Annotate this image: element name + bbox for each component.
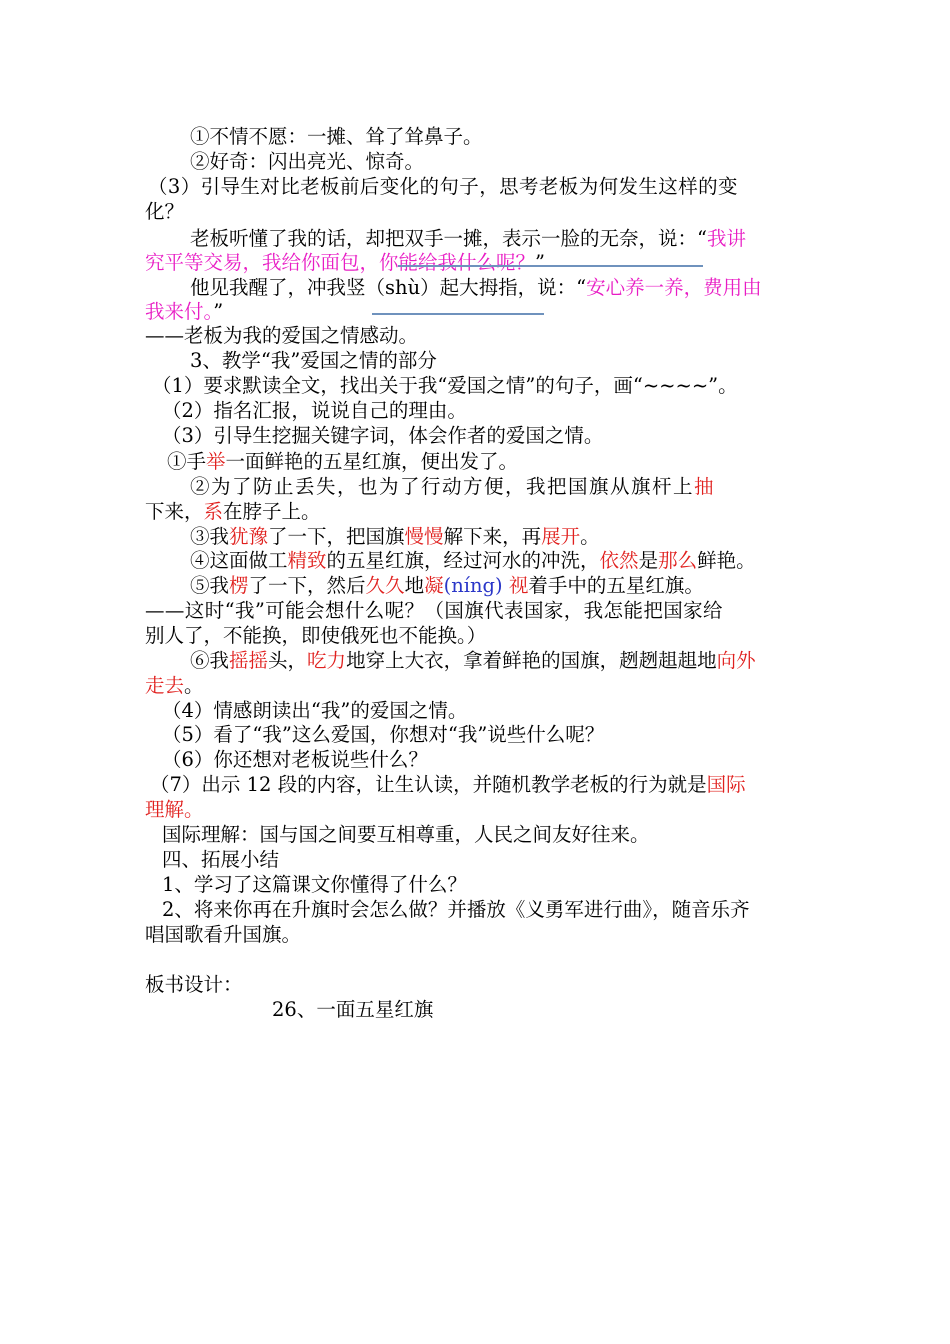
text-span: （3）引导生对比老板前后变化的句子，思考老板为何发生这样的变	[148, 175, 738, 198]
text-span: 。	[184, 674, 204, 697]
key-word: 凝	[424, 574, 444, 597]
text-line	[190, 573, 704, 598]
text-line	[145, 797, 204, 822]
text-line	[162, 398, 467, 423]
key-word: 抽	[694, 475, 716, 498]
text-span: ②好奇：闪出亮光、惊奇。	[190, 150, 425, 173]
text-span: ——老板为我的爱国之情感动。	[145, 324, 419, 347]
text-line	[145, 499, 321, 524]
text-line	[162, 897, 750, 922]
board-design-label	[145, 972, 243, 997]
text-line	[190, 348, 437, 373]
board-title	[272, 997, 433, 1022]
key-word: 吃力	[307, 649, 347, 672]
text-span: （5）看了“我”这么爱国，你想对“我”说些什么呢？	[162, 723, 605, 746]
text-line	[162, 698, 467, 723]
text-span: 国际理解：国与国之间要互相尊重，人民之间友好往来。	[162, 823, 650, 846]
quote-text: 安心养一养，费用由	[586, 276, 762, 299]
text-span: 化？	[145, 200, 185, 223]
text-span: ⑤我	[190, 574, 230, 597]
text-span: 着手中的五星红旗。	[528, 574, 704, 597]
quote-text: 我来付。	[145, 300, 214, 323]
text-line	[162, 872, 467, 897]
text-line	[145, 673, 204, 698]
text-span: ①不情不愿：一摊、耸了耸鼻子。	[190, 125, 483, 148]
pinyin-annotation: (níng)	[443, 574, 503, 597]
text-span: 的五星红旗，经过河水的冲洗，	[326, 549, 600, 572]
text-line	[145, 299, 223, 324]
section-heading	[162, 847, 279, 872]
key-word: 犹豫	[229, 525, 269, 548]
text-span: 是	[638, 549, 659, 572]
text-line	[190, 226, 746, 251]
key-word: 慢慢	[404, 525, 444, 548]
text-line	[152, 373, 738, 398]
key-word: 精致	[287, 549, 327, 572]
quote-text: 究平等交易，我给你面包，你能给我什么呢？	[145, 251, 536, 274]
text-span: ⑥我	[190, 649, 230, 672]
text-line	[150, 772, 746, 797]
text-line	[190, 275, 762, 300]
text-span: 别人了，不能换，即使俄死也不能换。）	[145, 624, 487, 647]
text-line	[190, 124, 483, 149]
text-span: ——这时“我”可能会想什么呢？（国旗代表国家，我怎能把国家给	[145, 599, 723, 622]
text-span: 了一下，把国旗	[268, 525, 405, 548]
key-word: 理解。	[145, 798, 204, 821]
text-span: （2）指名汇报，说说自己的理由。	[162, 399, 467, 422]
text-span: 地	[404, 574, 425, 597]
text-line	[148, 174, 738, 199]
text-span: 解下来，再	[443, 525, 542, 548]
text-span: 下来，	[145, 500, 204, 523]
key-word: 那么	[658, 549, 698, 572]
text-line	[145, 199, 184, 224]
text-span: 头，	[268, 649, 308, 672]
text-span: ②为了防止丢失，也为了行动方便，我把国旗从旗杆上	[190, 475, 695, 498]
text-span: （4）情感朗读出“我”的爱国之情。	[162, 699, 468, 722]
pen-underline	[398, 265, 703, 267]
text-line	[167, 449, 518, 474]
text-span: 3、教学“我”爱国之情的部分	[190, 349, 437, 372]
key-word: 展开	[541, 525, 581, 548]
key-word: 向外	[716, 649, 756, 672]
text-span: 鲜艳。	[697, 549, 756, 572]
text-span: 地穿上大衣，拿着鲜艳的国旗，趔趔趄趄地	[346, 649, 717, 672]
text-line	[162, 747, 428, 772]
key-word: 国际	[706, 773, 746, 796]
text-line	[190, 149, 424, 174]
text-span: ④这面做工	[190, 549, 288, 572]
text-span: ”	[213, 300, 224, 323]
pen-underline	[372, 313, 544, 315]
text-span: 一面鲜艳的五星红旗，便出发了。	[225, 450, 519, 473]
text-line	[190, 524, 600, 549]
key-word: 视	[502, 574, 529, 597]
text-span: 唱国歌看升国旗。	[145, 923, 302, 946]
quote-text: 我讲	[706, 227, 746, 250]
text-line	[190, 648, 756, 673]
text-line	[145, 922, 301, 947]
text-span: 老板听懂了我的话，却把双手一摊，表示一脸的无奈，说：“	[190, 227, 707, 250]
text-span: 了一下，然后	[248, 574, 366, 597]
text-line	[145, 623, 486, 648]
text-line	[145, 598, 723, 623]
text-span: 板书设计：	[145, 973, 243, 996]
key-word: 系	[203, 500, 224, 523]
key-word: 走去	[145, 674, 185, 697]
text-span: （6）你还想对老板说些什么？	[162, 748, 428, 771]
text-line	[190, 474, 715, 499]
text-span: 26、一面五星红旗	[272, 998, 434, 1021]
text-span: （7）出示 12 段的内容，让生认读，并随机教学老板的行为就是	[150, 773, 707, 796]
text-span: 2、将来你再在升旗时会怎么做？并播放《义勇军进行曲》，随音乐齐	[162, 898, 750, 921]
text-span: 在脖子上。	[223, 500, 321, 523]
key-word: 久久	[365, 574, 405, 597]
key-word: 楞	[229, 574, 249, 597]
text-span: （3）引导生挖掘关键字词，体会作者的爱国之情。	[162, 424, 604, 447]
text-line	[145, 250, 545, 275]
text-span: 1、学习了这篇课文你懂得了什么？	[162, 873, 467, 896]
text-span: （1）要求默读全文，找出关于我“爱国之情”的句子，画“~~~~”。	[152, 374, 738, 397]
text-line	[190, 548, 756, 573]
text-line	[162, 423, 603, 448]
key-word: 依然	[599, 549, 639, 572]
text-line	[162, 722, 604, 747]
text-span: ③我	[190, 525, 230, 548]
text-span: 他见我醒了，冲我竖（shù）起大拇指，说：“	[190, 276, 587, 299]
text-line	[162, 822, 650, 847]
text-span: 四、拓展小结	[162, 848, 280, 871]
key-word: 摇摇	[229, 649, 269, 672]
text-span: 。	[580, 525, 600, 548]
text-span: ①手	[167, 450, 207, 473]
key-word: 举	[206, 450, 226, 473]
text-line	[145, 323, 418, 348]
text-span: ”	[535, 251, 545, 274]
